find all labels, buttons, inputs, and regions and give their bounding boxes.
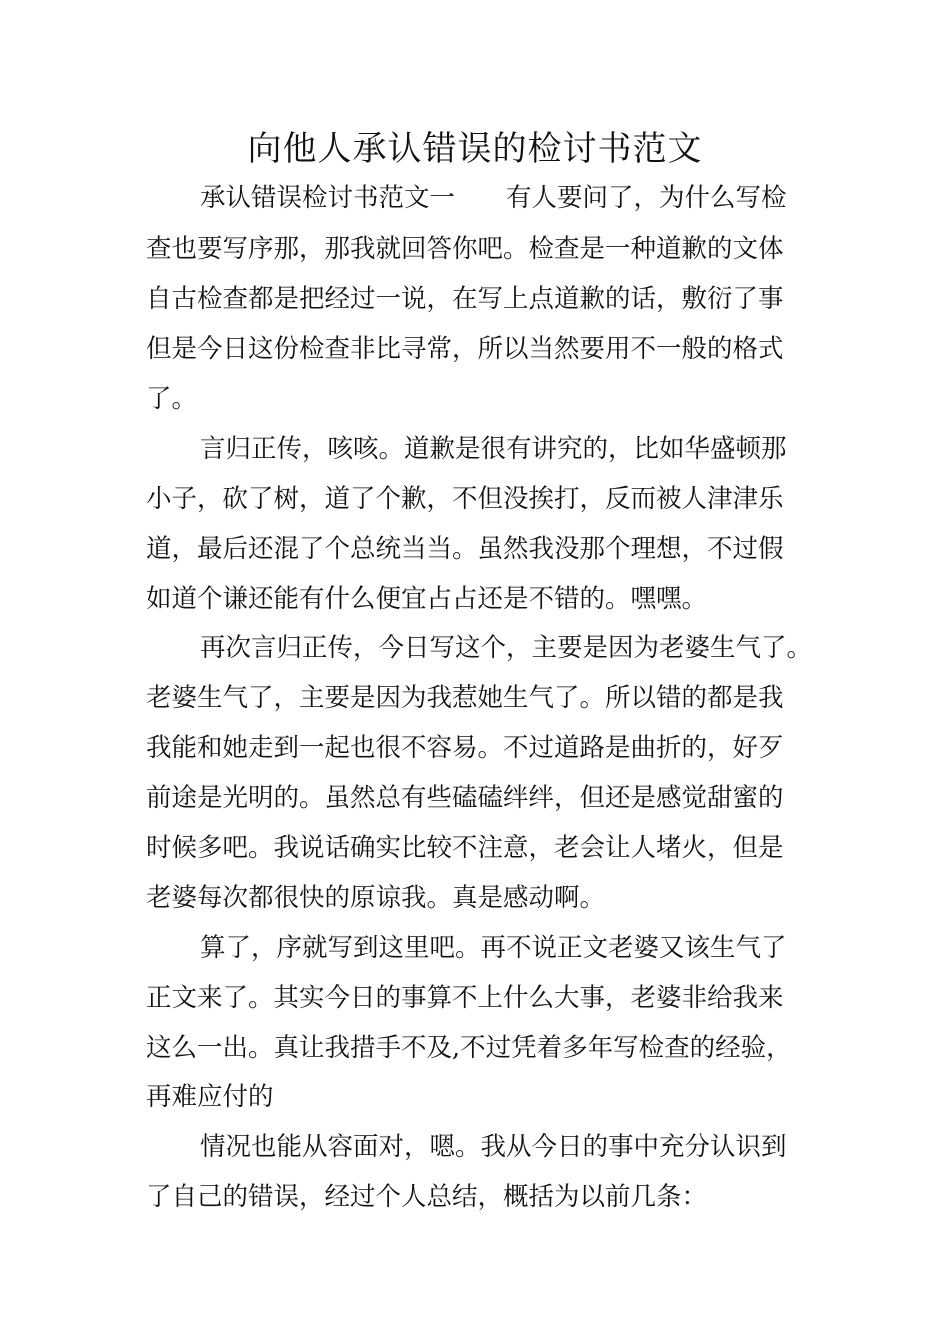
- text-line: 如道个谦还能有什么便宜占占还是不错的。嘿嘿。: [146, 584, 708, 614]
- text-line: 老婆每次都很快的原谅我。真是感动啊。: [146, 883, 606, 913]
- text-line: 我能和她走到一起也很不容易。不过道路是曲折的，好歹: [146, 733, 784, 763]
- text-line: 老婆生气了，主要是因为我惹她生气了。所以错的都是我: [146, 683, 784, 713]
- text-line: 了自己的错误，经过个人总结，概括为以前几条：: [146, 1182, 708, 1212]
- text-line: 承认错误检讨书范文一 有人要问了，为什么写检: [200, 183, 787, 213]
- text-line: 言归正传，咳咳。道歉是很有讲究的，比如华盛顿那: [200, 434, 787, 464]
- text-line: 前途是光明的。虽然总有些磕磕绊绊，但还是感觉甜蜜的: [146, 783, 784, 813]
- text-line: 自古检查都是把经过一说，在写上点道歉的话，敷衍了事: [146, 284, 784, 314]
- text-line: 时候多吧。我说话确实比较不注意，老会让人堵火，但是: [146, 833, 784, 863]
- text-line: 了。: [146, 384, 198, 414]
- text-line: 算了，序就写到这里吧。再不说正文老婆又该生气了: [200, 933, 787, 963]
- text-line: 但是今日这份检查非比寻常，所以当然要用不一般的格式: [146, 334, 784, 364]
- text-line: 正文来了。其实今日的事算不上什么大事，老婆非给我来: [146, 983, 784, 1013]
- text-line: 道，最后还混了个总统当当。虽然我没那个理想，不过假: [146, 534, 784, 564]
- text-line: 情况也能从容面对，嗯。我从今日的事中充分认识到: [200, 1132, 787, 1162]
- text-line: 再难应付的: [146, 1082, 274, 1112]
- text-line: 小子，砍了树，道了个歉，不但没挨打，反而被人津津乐: [146, 484, 784, 514]
- text-line: 查也要写序那，那我就回答你吧。检查是一种道歉的文体: [146, 234, 784, 264]
- document-title: 向他人承认错误的检讨书范文: [247, 129, 703, 169]
- text-line: 再次言归正传，今日写这个，主要是因为老婆生气了。: [200, 633, 813, 663]
- text-line: 这么一出。真让我措手不及,不过凭着多年写检查的经验，: [146, 1033, 792, 1063]
